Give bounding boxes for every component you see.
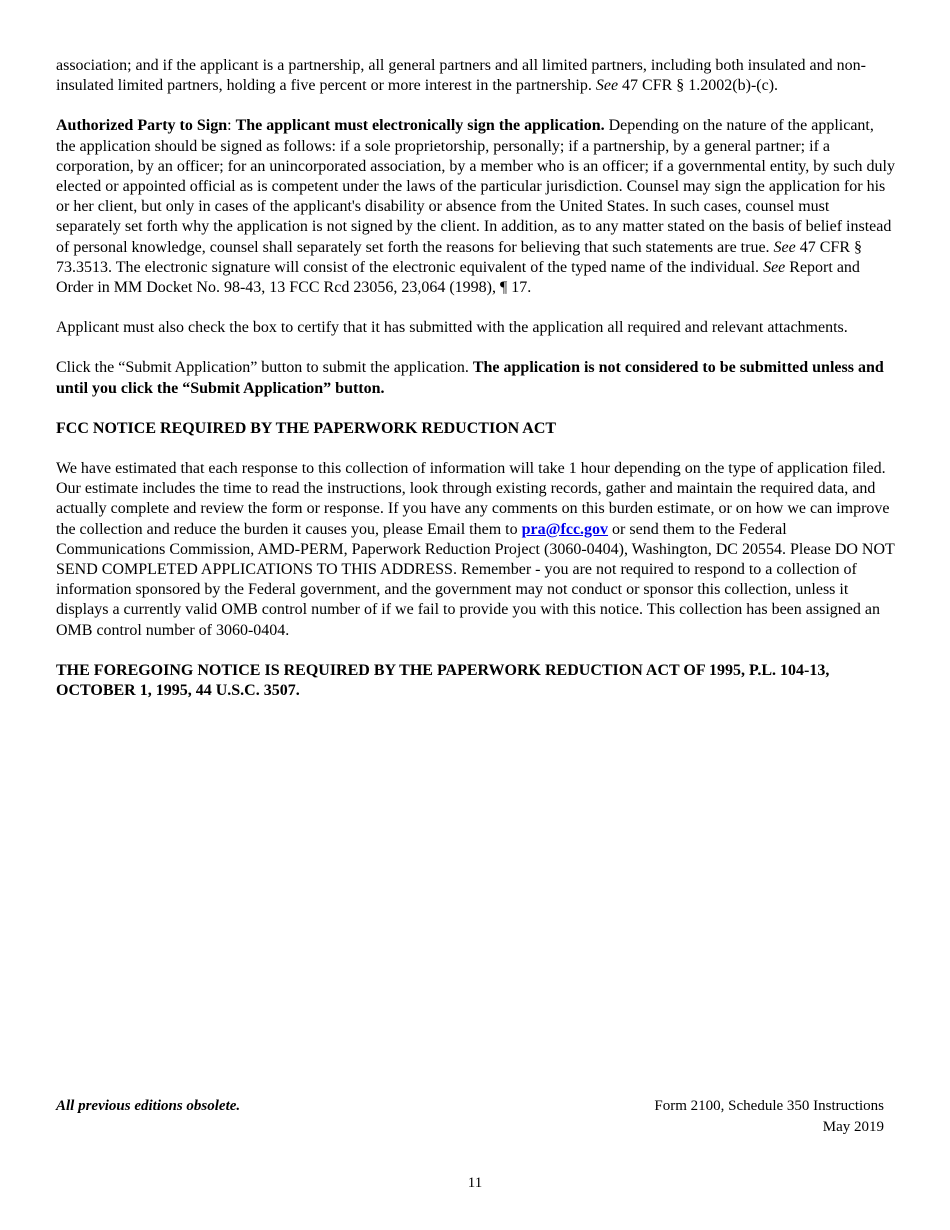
paragraph-authorized-party [56, 116, 896, 298]
signing-rules-text: Depending on the nature of the applicant, the application should be signed as follows: if a sole proprietorship, personally; if a partnership, by a general partner; if a corporation, by an officer; for an unincorporated association, by a member who is an officer; if a governmental entity, by such duly elected or appointed official as is competent under the laws of the particular jurisdiction. Counsel may sign the application for his or her client, but only in cases of the applicant's disability or absence from the United States. In such cases, counsel must separately set forth why the application is not signed by the client. In addition, as to any matter stated on the basis of belief instead of personal knowledge, counsel shall separately set forth the reasons for believing that such statements are true. [56, 117, 895, 256]
see-citation-signal: See [595, 77, 619, 95]
footer-date: May 2019 [822, 1119, 884, 1135]
attachments-text: Applicant must also check the box to certify that it has submitted with the application all required and relevant attachments. [56, 319, 848, 337]
document-body [56, 56, 896, 721]
paragraph-submit-application [56, 358, 896, 398]
cfr-citation: 47 CFR § 1.2002(b)-(c). [618, 77, 779, 95]
see-citation-signal: See [763, 258, 786, 276]
email-link[interactable]: pra@fcc.gov [521, 520, 609, 538]
burden-text-end: or send them to the Federal Communications Commission, AMD-PERM, Paperwork Reduction Project (3060-0404), Washington, DC 20554. Please DO NOT SEND COMPLETED APPLICATIONS TO THIS ADDRESS. Remember - you are not required to respond to a collection of information sponsored by the Federal government, and the government may not conduct or sponsor this collection, unless it displays a currently valid OMB control number of if we fail to provide you with this notice. This collection has been assigned an OMB control number of 3060-0404. [56, 520, 895, 639]
footer-form-name: Form 2100, Schedule 350 Instructions [654, 1098, 884, 1114]
partnership-text: association; and if the applicant is a partnership, all general partners and all limited partners, including both insulated and non-insulated limited partners, holding a five percent or more interest in the partnership. [56, 57, 866, 95]
see-citation-signal: See [773, 238, 796, 256]
authorized-party-heading: Authorized Party to Sign [56, 117, 228, 135]
paragraph-attachments-certify [56, 318, 896, 338]
notice-heading: FCC NOTICE REQUIRED BY THE PAPERWORK REDUCTION ACT [56, 419, 557, 437]
heading-colon: : [227, 117, 236, 135]
submit-instruction: Click the “Submit Application” button to submit the application. [56, 359, 473, 377]
burden-text-start: We have estimated that each response to this collection of information will take 1 hour depending on the type of application filed. Our estimate includes the time to read the instructions, look through existing records, gather and maintain the required data, and actually complete and review the form or response. If you have any comments on this burden estimate, or on how we can improve the collection and reduce the burden it causes you, please Email them to [56, 460, 890, 538]
paragraph-burden-estimate [56, 459, 896, 641]
submit-warning: The application is not considered to be submitted unless and until you click the “Submit Application” button. [56, 359, 884, 397]
sign-requirement-sentence: The applicant must electronically sign the application. [235, 117, 605, 135]
footer-form-info [654, 1096, 884, 1138]
footer-obsolete-note: All previous editions obsolete. [56, 1098, 241, 1114]
signature-text: 47 CFR § 73.3513. The electronic signature will consist of the electronic equivalent of the typed name of the individual. [56, 238, 862, 276]
paragraph-partnership-interest [56, 56, 896, 96]
page-number: 11 [467, 1175, 483, 1191]
docket-citation: Report and Order in MM Docket No. 98-43, 13 FCC Rcd 23056, 23,064 (1998), ¶ 17. [56, 258, 860, 297]
foregoing-notice: THE FOREGOING NOTICE IS REQUIRED BY THE PAPERWORK REDUCTION ACT OF 1995, P.L. 104-13, OCTOBER 1, 1995, 44 U.S.C. 3507. [56, 661, 830, 700]
